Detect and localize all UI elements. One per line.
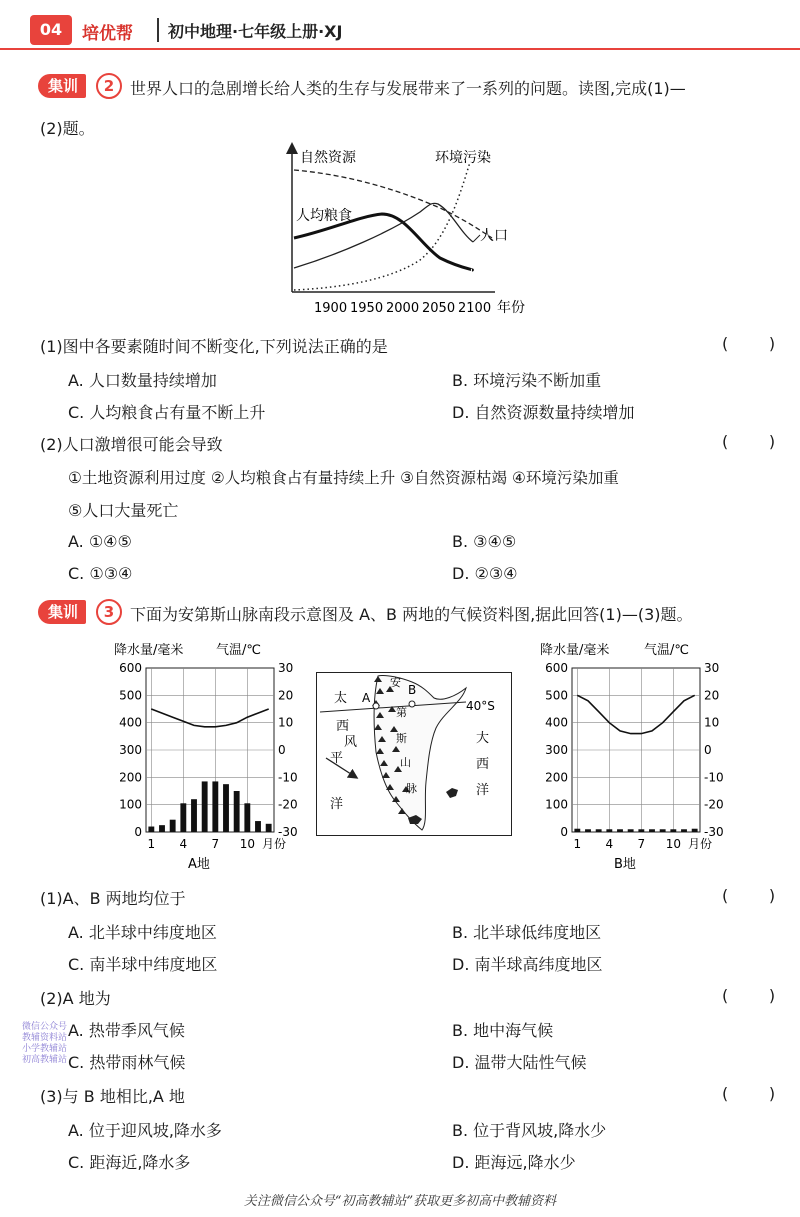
precip-bar <box>660 829 666 832</box>
precip-label: 降水量/毫米 <box>114 643 184 658</box>
x-unit: 年份 <box>497 300 525 316</box>
set2-intro-line1: 世界人口的急剧增长给人类的生存与发展带来了一系列的问题。读图,完成(1)— <box>130 79 686 98</box>
watermark <box>22 1022 67 1066</box>
month-unit: 月份 <box>262 837 287 851</box>
month-tick-label: 1 <box>573 837 582 851</box>
andes-char: 斯 <box>396 732 407 745</box>
s2q2-items-line1: ①土地资源利用过度 ②人均粮食占有量持续上升 ③自然资源枯竭 ④环境污染加重 <box>68 469 619 487</box>
atlantic-char: 西 <box>476 757 490 772</box>
set2-intro-line2: (2)题。 <box>40 119 95 138</box>
pacific-char: 洋 <box>330 797 344 812</box>
left-tick-label: 500 <box>545 688 568 703</box>
left-tick-label: 400 <box>119 715 142 730</box>
month-tick-label: 1 <box>147 837 156 851</box>
header-separator <box>157 18 159 42</box>
label-population: 人口 <box>480 228 508 244</box>
left-tick-label: 400 <box>545 715 568 730</box>
s3q2-stem: (2)A 地为 <box>40 989 111 1008</box>
left-tick-label: 0 <box>134 825 142 839</box>
precip-bar <box>681 829 687 832</box>
precip-bar <box>191 799 197 832</box>
watermark-line: 小学教辅站 <box>22 1044 68 1054</box>
s2q1-option-c[interactable]: C. 人均粮食占有量不断上升 <box>68 403 266 422</box>
precip-bar <box>574 829 580 832</box>
s2q1-answer-blank[interactable]: ( ) <box>722 334 776 353</box>
left-tick-label: 300 <box>119 743 142 757</box>
s3q2-option-c[interactable]: C. 热带雨林气候 <box>68 1053 186 1072</box>
precip-bar <box>212 781 218 832</box>
month-tick-label: 4 <box>179 837 188 851</box>
precip-bar <box>202 781 208 832</box>
s3q3-stem: (3)与 B 地相比,A 地 <box>40 1087 185 1106</box>
andes-map <box>316 672 512 836</box>
left-tick-label: 600 <box>545 661 568 675</box>
left-tick-label: 200 <box>545 770 568 785</box>
latitude-label: 40°S <box>466 699 495 713</box>
andes-char: 脉 <box>406 782 417 795</box>
temperature-curve <box>151 709 268 727</box>
x-tick: 2000 <box>386 301 420 316</box>
right-tick-label: 20 <box>278 688 294 703</box>
precip-bar <box>596 829 602 832</box>
precip-bar <box>223 784 229 832</box>
atlantic-char: 洋 <box>476 783 490 798</box>
precip-bar <box>617 829 623 832</box>
precip-bar <box>585 829 591 832</box>
set2-number: 2 <box>96 73 122 99</box>
s3q1-option-b[interactable]: B. 北半球低纬度地区 <box>452 923 602 942</box>
right-tick-label: 20 <box>704 688 720 703</box>
s3q1-stem: (1)A、B 两地均位于 <box>40 889 186 908</box>
point-a-label: A <box>362 691 371 705</box>
watermark-line: 初高教辅站 <box>22 1055 68 1065</box>
left-tick-label: 100 <box>119 797 142 812</box>
month-tick-label: 7 <box>637 837 646 851</box>
month-tick-label: 10 <box>239 837 255 851</box>
s2q2-option-a[interactable]: A. ①④⑤ <box>68 532 132 551</box>
left-tick-label: 500 <box>119 688 142 703</box>
right-tick-label: 30 <box>704 661 720 675</box>
left-tick-label: 0 <box>560 825 568 839</box>
precip-bar <box>692 829 698 832</box>
precip-bar <box>670 829 676 832</box>
precip-bar <box>234 791 240 832</box>
right-tick-label: 10 <box>704 715 720 730</box>
right-tick-label: -10 <box>704 770 724 785</box>
s3q3-option-b[interactable]: B. 位于背风坡,降水少 <box>452 1121 607 1140</box>
temperature-curve <box>577 695 694 733</box>
left-tick-label: 200 <box>119 770 142 785</box>
set3-intro: 下面为安第斯山脉南段示意图及 A、B 两地的气候资料图,据此回答(1)—(3)题。 <box>130 605 693 624</box>
book-title: 初中地理·七年级上册·XJ <box>168 22 343 41</box>
right-tick-label: 0 <box>704 743 712 757</box>
left-tick-label: 600 <box>119 661 142 675</box>
month-tick-label: 7 <box>211 837 220 851</box>
trend-chart <box>280 142 540 322</box>
label-grain: 人均粮食 <box>296 208 352 224</box>
s2q2-option-d[interactable]: D. ②③④ <box>452 564 518 583</box>
point-b-dot <box>409 701 415 707</box>
pacific-char: 平 <box>330 751 344 766</box>
s3q2-option-b[interactable]: B. 地中海气候 <box>452 1021 554 1040</box>
x-tick: 2100 <box>458 301 492 316</box>
precip-bar <box>638 829 644 832</box>
right-tick-label: 30 <box>278 661 294 675</box>
s2q2-stem: (2)人口激增很可能会导致 <box>40 435 223 454</box>
right-tick-label: 0 <box>278 743 286 757</box>
s2q2-answer-blank[interactable]: ( ) <box>722 432 776 451</box>
label-natural-resources: 自然资源 <box>300 150 356 166</box>
climate-chart-a <box>108 640 308 876</box>
page-header <box>0 0 800 62</box>
precip-label: 降水量/毫米 <box>540 643 610 658</box>
s3q1-option-c[interactable]: C. 南半球中纬度地区 <box>68 955 218 974</box>
s2q1-option-a[interactable]: A. 人口数量持续增加 <box>68 371 217 390</box>
caption-a: A地 <box>188 857 210 872</box>
s3q2-option-d[interactable]: D. 温带大陆性气候 <box>452 1053 587 1072</box>
label-pollution: 环境污染 <box>435 150 491 166</box>
caption-b: B地 <box>614 857 636 872</box>
month-tick-label: 4 <box>605 837 614 851</box>
andes-char: 山 <box>400 756 411 769</box>
s2q2-items-line2: ⑤人口大量死亡 <box>68 501 179 520</box>
precip-bar <box>649 829 655 832</box>
left-tick-label: 100 <box>545 797 568 812</box>
footer-note: 关注微信公众号“初高教辅站”获取更多初高中教辅资料 <box>243 1194 557 1209</box>
precip-bar <box>606 829 612 832</box>
precip-bar <box>255 821 261 832</box>
precip-bar <box>628 829 634 832</box>
pollution-curve <box>294 162 470 290</box>
month-unit: 月份 <box>688 837 713 851</box>
left-tick-label: 300 <box>545 743 568 757</box>
s3q1-option-a[interactable]: A. 北半球中纬度地区 <box>68 923 217 942</box>
month-tick-label: 10 <box>665 837 681 851</box>
s2q2-option-b[interactable]: B. ③④⑤ <box>452 532 517 551</box>
x-tick: 1950 <box>350 301 384 316</box>
s2q1-stem: (1)图中各要素随时间不断变化,下列说法正确的是 <box>40 337 388 356</box>
temp-label: 气温/℃ <box>216 643 261 658</box>
right-tick-label: -10 <box>278 770 298 785</box>
population-leader <box>473 235 480 242</box>
precip-bar <box>244 803 250 832</box>
right-tick-label: 10 <box>278 715 294 730</box>
right-tick-label: -30 <box>278 825 298 839</box>
andes-char: 第 <box>396 706 407 719</box>
s3q1-answer-blank[interactable]: ( ) <box>722 886 776 905</box>
x-tick: 2050 <box>422 301 456 316</box>
s2q1-option-d[interactable]: D. 自然资源数量持续增加 <box>452 403 635 422</box>
atlantic-char: 大 <box>476 731 490 746</box>
pacific-char: 太 <box>334 691 348 706</box>
right-tick-label: -20 <box>704 797 724 812</box>
brand-name: 培优帮 <box>82 24 133 44</box>
set3-number: 3 <box>96 599 122 625</box>
precip-bar <box>170 820 176 832</box>
set2-badge: 集训 <box>38 74 86 98</box>
right-tick-label: -30 <box>704 825 724 839</box>
point-a-dot <box>373 703 379 709</box>
s3q2-answer-blank[interactable]: ( ) <box>722 986 776 1005</box>
x-tick: 1900 <box>314 301 348 316</box>
watermark-line: 微信公众号 <box>22 1022 68 1032</box>
s3q3-option-d[interactable]: D. 距海远,降水少 <box>452 1153 576 1172</box>
westerly-char: 风 <box>344 735 358 750</box>
s3q3-option-a[interactable]: A. 位于迎风坡,降水多 <box>68 1121 222 1140</box>
s3q1-option-d[interactable]: D. 南半球高纬度地区 <box>452 955 603 974</box>
precip-bar <box>159 825 165 832</box>
s3q2-option-a[interactable]: A. 热带季风气候 <box>68 1021 185 1040</box>
s2q1-option-b[interactable]: B. 环境污染不断加重 <box>452 371 602 390</box>
andes-char: 安 <box>390 676 401 689</box>
climate-chart-b <box>526 640 726 876</box>
s2q2-option-c[interactable]: C. ①③④ <box>68 564 133 583</box>
watermark-line: 教辅资料站 <box>22 1033 68 1043</box>
header-rule <box>0 48 800 50</box>
precip-bar <box>148 827 154 832</box>
precip-bar <box>266 824 272 832</box>
s3q3-answer-blank[interactable]: ( ) <box>722 1084 776 1103</box>
page-number: 04 <box>30 15 72 45</box>
point-b-label: B <box>408 683 417 697</box>
precip-bar <box>180 803 186 832</box>
s3q3-option-c[interactable]: C. 距海近,降水多 <box>68 1153 191 1172</box>
set3-badge: 集训 <box>38 600 86 624</box>
westerly-char: 西 <box>336 719 350 734</box>
temp-label: 气温/℃ <box>644 643 689 658</box>
right-tick-label: -20 <box>278 797 298 812</box>
